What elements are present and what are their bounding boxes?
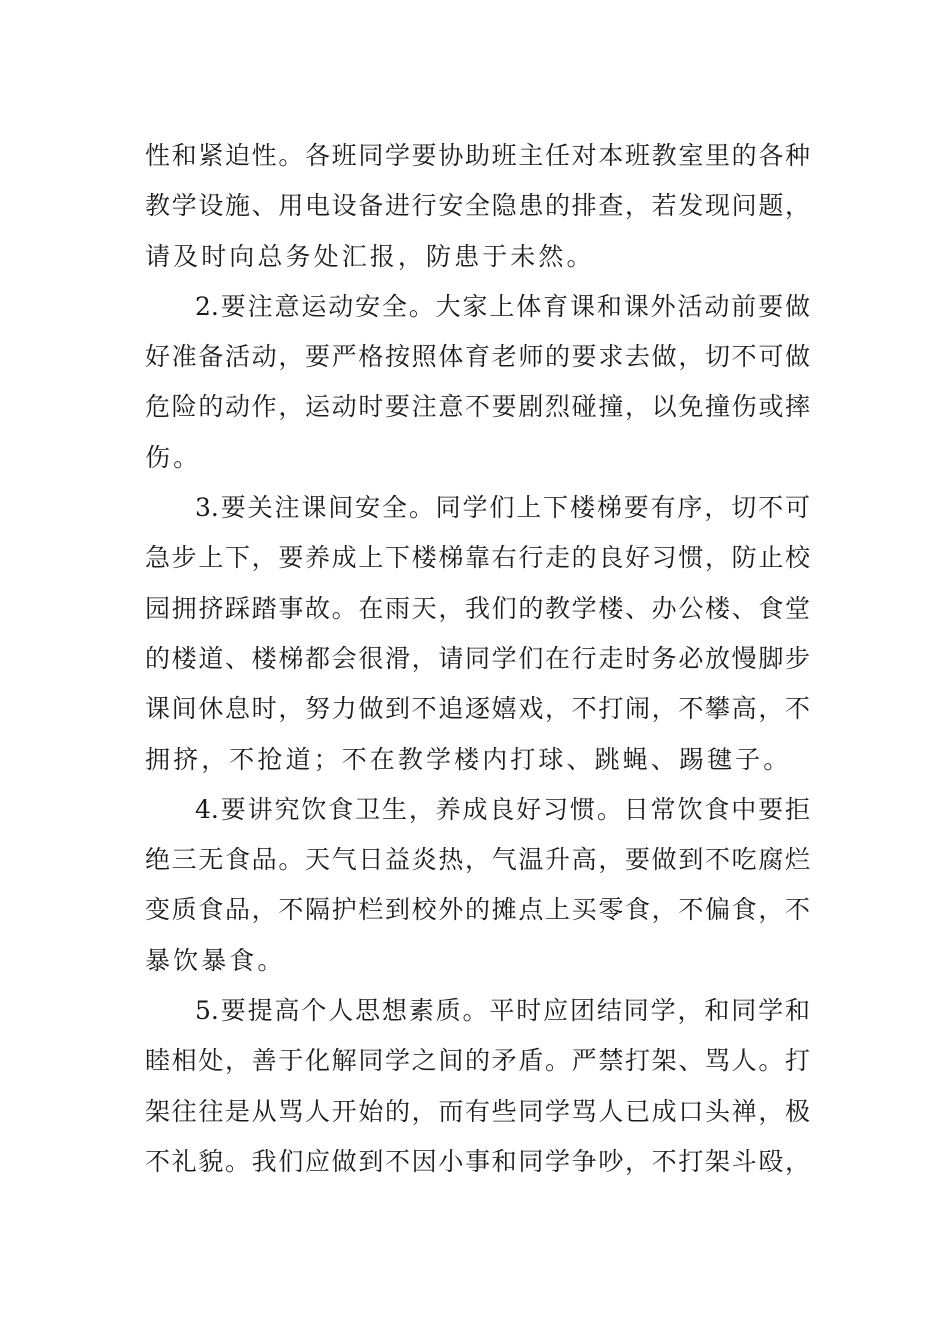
text-line: 急步上下，要养成上下楼梯靠右行走的良好习惯，防止校 [145, 543, 810, 573]
text-line: 请及时向总务处汇报，防患于未然。 [145, 241, 595, 271]
text-line: 危险的动作，运动时要注意不要剧烈碰撞，以免撞伤或摔 [145, 392, 810, 422]
text-line: 好准备活动，要严格按照体育老师的要求去做，切不可做 [145, 342, 810, 372]
text-line: 变质食品，不隔护栏到校外的摊点上买零食，不偏食，不 [145, 895, 810, 925]
paragraph-2-first-line: 2.要注意运动安全。大家上体育课和课外活动前要做 [195, 291, 810, 321]
paragraph-5-first-line: 5.要提高个人思想素质。平时应团结同学，和同学和 [195, 996, 810, 1026]
text-line: 架往往是从骂人开始的，而有些同学骂人已成口头禅，极 [145, 1096, 810, 1126]
text-line: 课间休息时，努力做到不追逐嬉戏，不打闹，不攀高，不 [145, 694, 810, 724]
text-line: 拥挤，不抢道；不在教学楼内打球、跳蝇、踢毽子。 [145, 744, 792, 774]
text-line: 睦相处，善于化解同学之间的矛盾。严禁打架、骂人。打 [145, 1046, 810, 1076]
text-line: 暴饮暴食。 [145, 945, 286, 975]
text-line: 的楼道、楼梯都会很滑，请同学们在行走时务必放慢脚步 [145, 643, 810, 673]
paragraph-4-first-line: 4.要讲究饮食卫生，养成良好习惯。日常饮食中要拒 [195, 794, 810, 824]
text-line: 绝三无食品。天气日益炎热，气温升高，要做到不吃腐烂 [145, 845, 810, 875]
text-line: 伤。 [145, 442, 202, 472]
text-line: 园拥挤踩踏事故。在雨天，我们的教学楼、办公楼、食堂 [145, 593, 810, 623]
text-line: 不礼貌。我们应做到不因小事和同学争吵，不打架斗殴， [145, 1146, 810, 1176]
paragraph-3-first-line: 3.要关注课间安全。同学们上下楼梯要有序，切不可 [195, 493, 810, 523]
document-body [145, 131, 810, 1187]
text-line: 教学设施、用电设备进行安全隐患的排查，若发现问题， [145, 191, 810, 221]
text-line: 性和紧迫性。各班同学要协助班主任对本班教室里的各种 [145, 141, 810, 170]
